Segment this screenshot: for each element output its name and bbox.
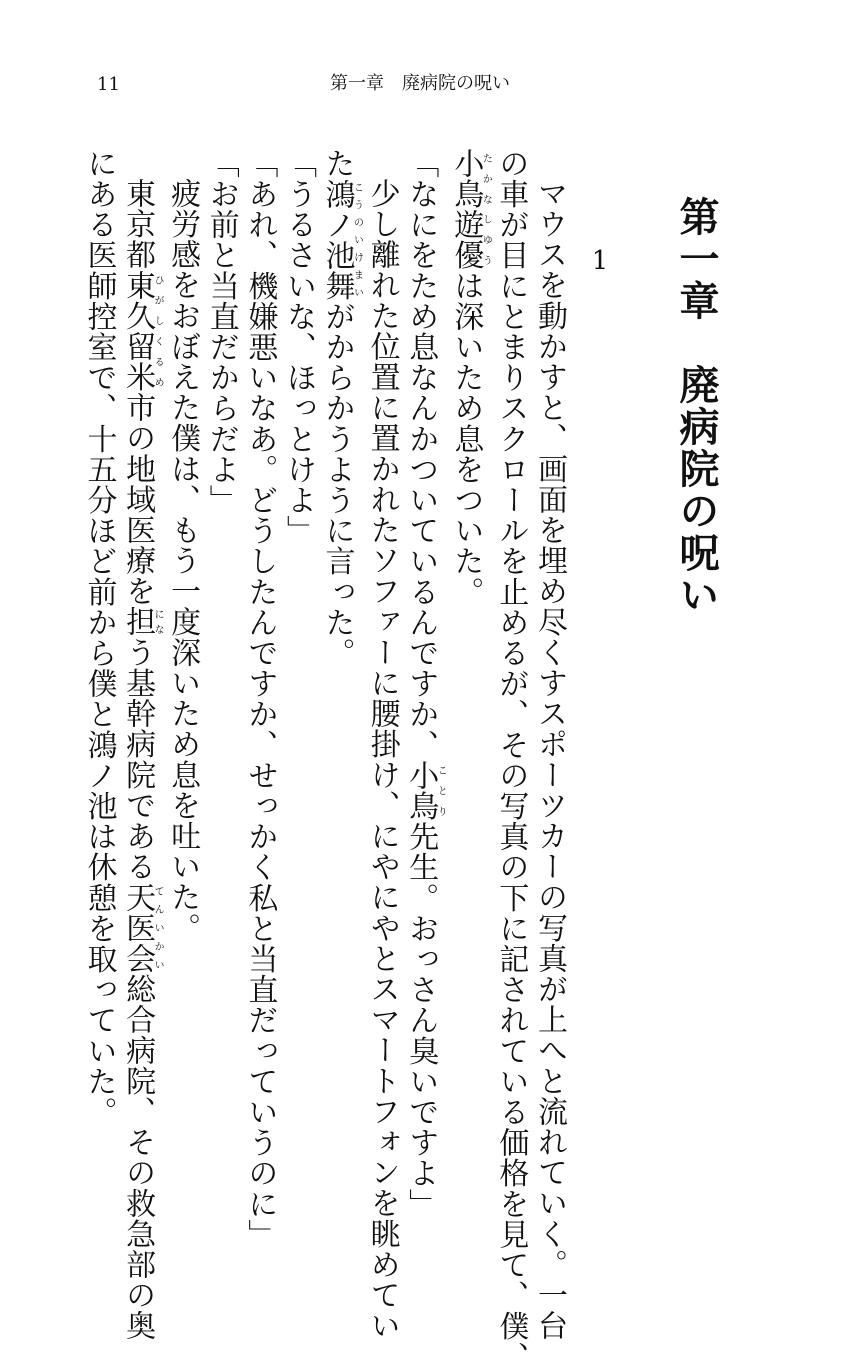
- ruby-kounoike-mai: [319, 178, 363, 302]
- running-header: 第一章 廃病院の呪い: [330, 73, 510, 94]
- paragraph-6: 「あれ、機嫌悪いなあ。どうしたんですか、せっかく私と当直だっていうのに」: [242, 148, 278, 1250]
- ruby-kotori: [403, 760, 447, 822]
- name-kounoike-mai: 鴻ノ池舞: [319, 178, 355, 302]
- paragraph-3-before: 「なにをため息なんかついているんですか、: [403, 148, 439, 760]
- place-higashikurume: 東久留米: [120, 269, 156, 393]
- furigana-higashikurume: ひがしくるめ: [152, 269, 164, 393]
- paragraph-1-line-2: の車が目にとまりスクロールを止めるが、その写真の下に記されている価格を見て、僕、: [493, 148, 529, 1372]
- furigana-takanashi-yu: たかなしゆう: [480, 148, 492, 271]
- paragraph-2: [446, 148, 491, 1128]
- paragraph-9-part-c: う基幹病院である: [120, 637, 156, 882]
- ruby-higashikurume: [120, 269, 164, 393]
- paragraph-3: [401, 148, 447, 1220]
- paragraph-8: 疲労感をおぼえた僕は、もう一度深いため息を吐いた。: [165, 178, 201, 943]
- paragraph-4-line-1: 少し離れた位置に置かれたソファーに腰掛け、にやにやとスマートフォンを眺めてい: [364, 178, 400, 1341]
- paragraph-9-part-d: 総合病院、その救急部の奥: [120, 973, 156, 1341]
- paragraph-9-line-1: [117, 148, 164, 1341]
- paragraph-9-part-b: 市の地域医療を: [120, 392, 156, 607]
- chapter-title: 第一章 廃病院の呪い: [673, 196, 720, 616]
- page-number: 11: [97, 74, 120, 95]
- section-number: 1: [591, 246, 609, 276]
- name-takanashi-yu: 小鳥遊優: [448, 148, 484, 271]
- paragraph-5: 「うるさいな、ほっとけよ」: [280, 148, 316, 546]
- paragraph-4-line-2-after: がからかうように言った。: [319, 301, 355, 669]
- paragraph-4-line-2: [317, 148, 362, 1128]
- name-kotori: 小鳥: [403, 760, 439, 822]
- furigana-ninau: にな: [152, 606, 164, 638]
- paragraph-4-line-2-before: た: [319, 148, 355, 179]
- word-ninau: 担: [120, 606, 156, 638]
- ruby-takanashi-yu: [448, 148, 492, 271]
- ruby-ninau: [120, 606, 164, 638]
- paragraph-9-line-2: にある医師控室で、十五分ほど前から僕と鴻ノ池は休憩を取っていた。: [81, 148, 117, 1128]
- furigana-kotori: ことり: [435, 760, 447, 822]
- paragraph-7: 「お前と当直だからだよ」: [203, 148, 239, 516]
- furigana-kounoike-mai: こうのいけまい: [351, 178, 363, 301]
- ruby-tenikai: [120, 881, 164, 974]
- body-text: [81, 148, 568, 1372]
- paragraph-9-part-a: 東京都: [120, 178, 156, 270]
- paragraph-1-line-1: マウスを動かすと、画面を埋め尽くすスポーツカーの写真が上へと流れていく。一台: [532, 178, 567, 1341]
- paragraph-2-rest: は深いため息をついた。: [448, 270, 484, 608]
- furigana-tenikai: てんいかい: [152, 881, 164, 974]
- name-tenikai: 天医会: [120, 881, 156, 974]
- paragraph-3-after: 先生。おっさん臭いですよ」: [403, 821, 439, 1220]
